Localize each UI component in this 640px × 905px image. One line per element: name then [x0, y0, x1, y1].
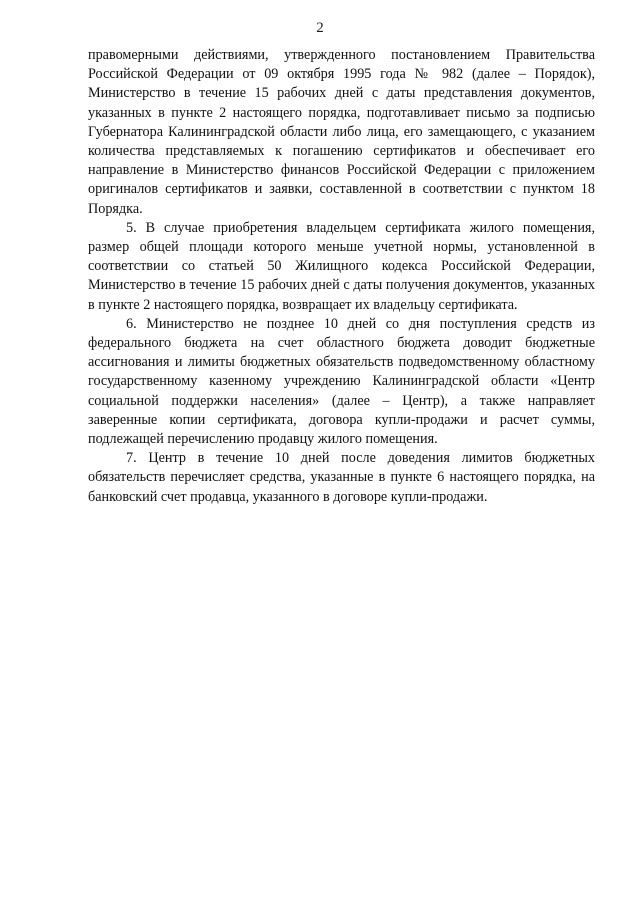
- paragraph-item-6: 6. Министерство не позднее 10 дней со дня поступления средств из федерального бюджета на счет областного бюджета доводит бюджетные ассигнования и лимиты бюджетных обязательств подведомственному областному государственному казенному учреждению Калининградской области «Центр социальной поддержки населения» (далее – Центр), а также направляет заверенные копии сертификата, договора купли-продажи и расчет суммы, подлежащей перечислению продавцу жилого помещения.: [88, 315, 595, 448]
- paragraph-item-7: 7. Центр в течение 10 дней после доведения лимитов бюджетных обязательств перечисляет средства, указанные в пункте 6 настоящего порядка, на банковский счет продавца, указанного в договоре купли-продажи.: [88, 450, 595, 505]
- paragraph-item-5: 5. В случае приобретения владельцем сертификата жилого помещения, размер общей площади которого меньше учетной нормы, установленной в соответствии со статьей 50 Жилищного кодекса Российской Федерации, Министерство в течение 15 рабочих дней с даты получения документов, указанных в пункте 2 настоящего порядка, возвращает их владельцу сертификата.: [88, 219, 595, 313]
- paragraph-continuation: правомерными действиями, утвержденного постановлением Правительства Российской Федерации от 09 октября 1995 года № 982 (далее – Порядок), Министерство в течение 15 рабочих дней с даты представления документов, указанных в пункте 2 настоящего порядка, подготавливает письмо за подписью Губернатора Калининградской области либо лица, его замещающего, с указанием количества представляемых к погашению сертификатов и обеспечивает его направление в Министерство финансов Российской Федерации с приложением оригиналов сертификатов и заявки, составленной в соответствии с пунктом 18 Порядка.: [88, 47, 595, 217]
- page-number: 2: [316, 20, 324, 36]
- document-body: [88, 46, 595, 507]
